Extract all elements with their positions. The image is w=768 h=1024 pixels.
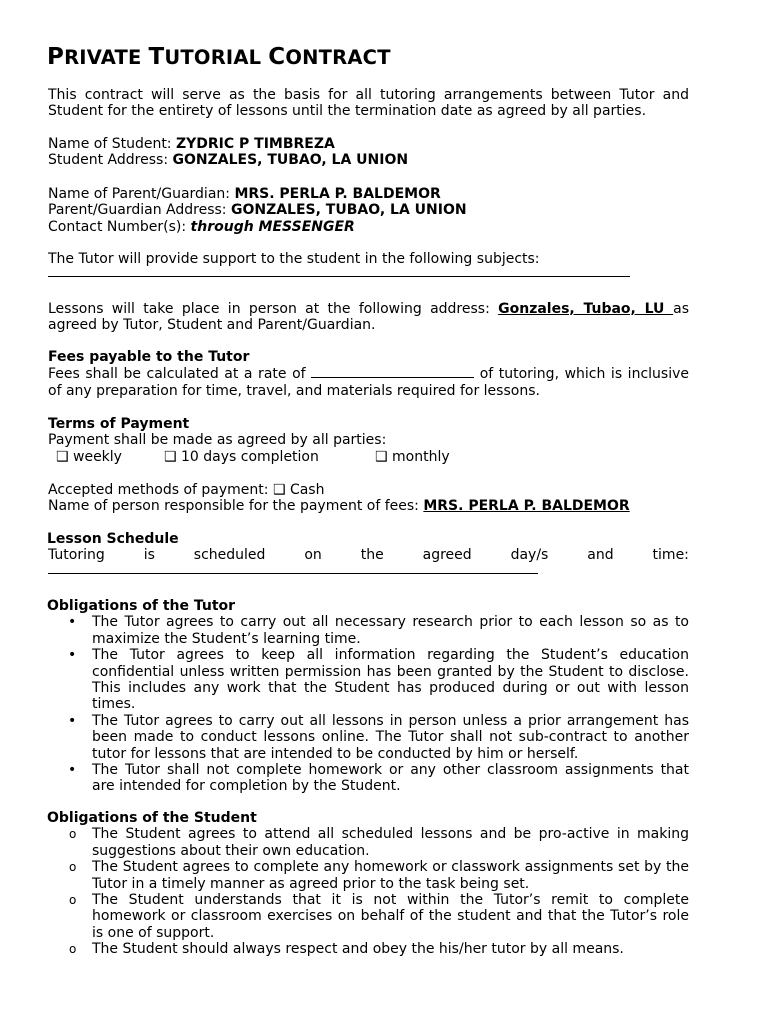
student-obligations-heading: Obligations of the Student: [47, 810, 257, 826]
guardian-name-value: MRS. PERLA P. BALDEMOR: [234, 186, 441, 202]
subjects-blank-line: [48, 276, 630, 277]
subjects-text: The Tutor will provide support to the student in the following subjects:: [48, 251, 540, 267]
fees-paragraph: Fees shall be calculated at a rate of of tutoring, which is inclusive of any preparation for time, travel, and materials required for lessons.: [48, 366, 689, 399]
option-10-days-checkbox[interactable]: ❑ 10 days completion: [164, 448, 319, 465]
guardian-section: [48, 186, 689, 235]
payment-text: Payment shall be made as agreed by all parties:: [48, 432, 387, 449]
payment-section: [48, 416, 689, 465]
list-item: o The Student should always respect and obey the his/her tutor by all means.: [69, 941, 624, 958]
list-item: o The Student agrees to complete any homework or classwork assignments set by the Tutor in a timely manner as agreed prior to the task being set.: [69, 859, 689, 892]
tutor-obligations-section: [47, 598, 689, 795]
fees-heading: Fees payable to the Tutor: [48, 349, 250, 365]
option-monthly-checkbox[interactable]: ❑ monthly: [375, 448, 450, 465]
list-item: • The Tutor agrees to carry out all lessons in person unless a prior arrangement has been made to conduct lessons online. The Tutor shall not sub-contract to another tutor for lessons that are intended to be conducted by him or herself.: [68, 712, 689, 762]
option-weekly-checkbox[interactable]: ❑ weekly: [56, 448, 122, 465]
schedule-heading: Lesson Schedule: [47, 531, 179, 547]
list-item: o The Student agrees to attend all scheduled lessons and be pro-active in making suggestions about their own education.: [69, 826, 689, 859]
student-address-line: Student Address: GONZALES, TUBAO, LA UNION: [48, 152, 409, 169]
student-name-line: Name of Student: ZYDRIC P TIMBREZA: [48, 136, 335, 152]
schedule-blank-line: [48, 573, 538, 574]
list-item: • The Tutor agrees to carry out all necessary research prior to each lesson so as to maximize the Student’s learning time.: [68, 614, 689, 647]
cash-checkbox[interactable]: ❑ Cash: [272, 482, 325, 498]
lessons-paragraph: Lessons will take place in person at the following address: Gonzales, Tubao, LU as agreed by Tutor, Student and Parent/Guardian.: [48, 301, 689, 334]
fee-rate-blank: [311, 365, 474, 378]
student-name-value: ZYDRIC P TIMBREZA: [175, 136, 335, 152]
payment-heading: Terms of Payment: [48, 416, 190, 432]
tutor-obligations-list: [47, 614, 689, 794]
list-item: o The Student understands that it is not within the Tutor’s remit to complete homework or classroom exercises on behalf of the student and that the Tutor’s role is one of support.: [69, 892, 689, 941]
guardian-name-line: Name of Parent/Guardian: MRS. PERLA P. BALDEMOR: [48, 186, 441, 202]
list-item: • The Tutor shall not complete homework or any other classroom assignments that are intended for completion by the Student.: [68, 762, 689, 795]
intro-paragraph: This contract will serve as the basis for all tutoring arrangements between Tutor and Student for the entirety of lessons until the termination date as agreed by all parties.: [48, 87, 689, 120]
methods-line: Accepted methods of payment: ❑ Cash: [48, 482, 325, 498]
page-title: PRIVATE TUTORIAL CONTRACT: [47, 44, 391, 70]
subjects-section: [48, 251, 689, 277]
guardian-address-line: Parent/Guardian Address: GONZALES, TUBAO, LA UNION: [48, 202, 467, 219]
student-address-value: GONZALES, TUBAO, LA UNION: [172, 152, 409, 169]
payment-options: [48, 449, 689, 465]
contact-value: through MESSENGER: [190, 218, 355, 235]
student-obligations-section: [47, 810, 689, 958]
tutor-obligations-heading: Obligations of the Tutor: [47, 598, 236, 614]
guardian-address-value: GONZALES, TUBAO, LA UNION: [230, 202, 467, 219]
lesson-address-value: Gonzales, Tubao, LU: [498, 301, 674, 317]
student-section: [48, 136, 689, 169]
schedule-section: [47, 531, 688, 574]
student-obligations-list: [47, 826, 689, 957]
fees-section: [48, 349, 689, 399]
responsible-value: MRS. PERLA P. BALDEMOR: [423, 498, 630, 515]
methods-section: [48, 482, 689, 515]
list-item: • The Tutor agrees to keep all information regarding the Student’s education confidential unless written permission has been granted by the Student to disclose. This includes any work that the Student has produced during or out with lesson times.: [68, 647, 689, 713]
responsible-line: Name of person responsible for the payment of fees: MRS. PERLA P. BALDEMOR: [48, 498, 689, 514]
contact-line: Contact Number(s): through MESSENGER: [48, 218, 355, 235]
schedule-line: Tutoring is scheduled on the agreed day/s and time:: [48, 547, 689, 564]
